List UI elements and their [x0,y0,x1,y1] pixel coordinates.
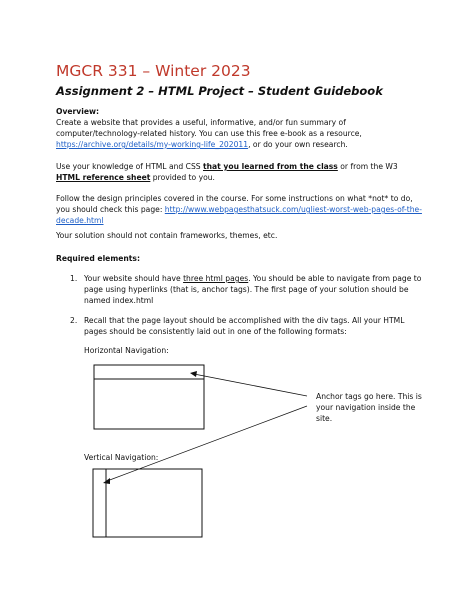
page-title: Assignment 2 – HTML Project – Student Guidebook [56,84,383,98]
design-text: Follow the design principles covered in the course. For some instructions on what *not* to do, you should check this page: [56,194,413,214]
item-1-text-start: Your website should have [84,274,184,283]
horizontal-layout-box [94,365,204,429]
horizontal-arrowhead [190,371,197,377]
course-title: MGCR 331 – Winter 2023 [56,62,251,80]
item-1-emphasis: three html pages [183,274,249,283]
knowledge-text-end: provided to you. [150,173,215,182]
horizontal-pointer-arrow [194,374,307,396]
webpagesthatsuck-link[interactable]: http://www.webpagesthatsuck.com/ugliest-worst-web-pages-of-the-decade.html [56,205,422,225]
overview-text-end: , or do your own research. [248,140,348,149]
required-elements-label: Required elements: [56,254,140,263]
knowledge-text-mid: or from the W3 [337,162,398,171]
item-1-text-end: . You should be able to navigate from page to page using hyperlinks (that is, anchor tags). The first page of your solution should be named index.html [84,274,422,305]
knowledge-text-start: Use your knowledge of HTML and CSS [56,162,203,171]
item-2-number: 2. [70,316,78,325]
anchor-note: Anchor tags go here. This is your navigation inside the site. [316,392,422,423]
horizontal-navigation-label: Horizontal Navigation: [84,346,169,355]
vertical-navigation-label: Vertical Navigation: [84,453,159,462]
item-1-number: 1. [70,274,78,283]
no-frameworks-text: Your solution should not contain frameworks, themes, etc. [56,231,278,240]
vertical-pointer-arrow [107,406,307,481]
knowledge-emphasis: that you learned from the class [203,162,338,171]
archive-link[interactable]: https://archive.org/details/my-working-life_202011 [56,140,249,149]
reference-sheet-text: HTML reference sheet [56,173,151,182]
overview-text: Create a website that provides a useful, informative, and/or fun summary of computer/technology-related history. You can use this free e-book as a resource, [56,118,362,138]
item-2-text: Recall that the page layout should be accomplished with the div tags. All your HTML pages should be consistently laid out in one of the following formats: [84,316,405,336]
overview-label: Overview: [56,107,100,116]
